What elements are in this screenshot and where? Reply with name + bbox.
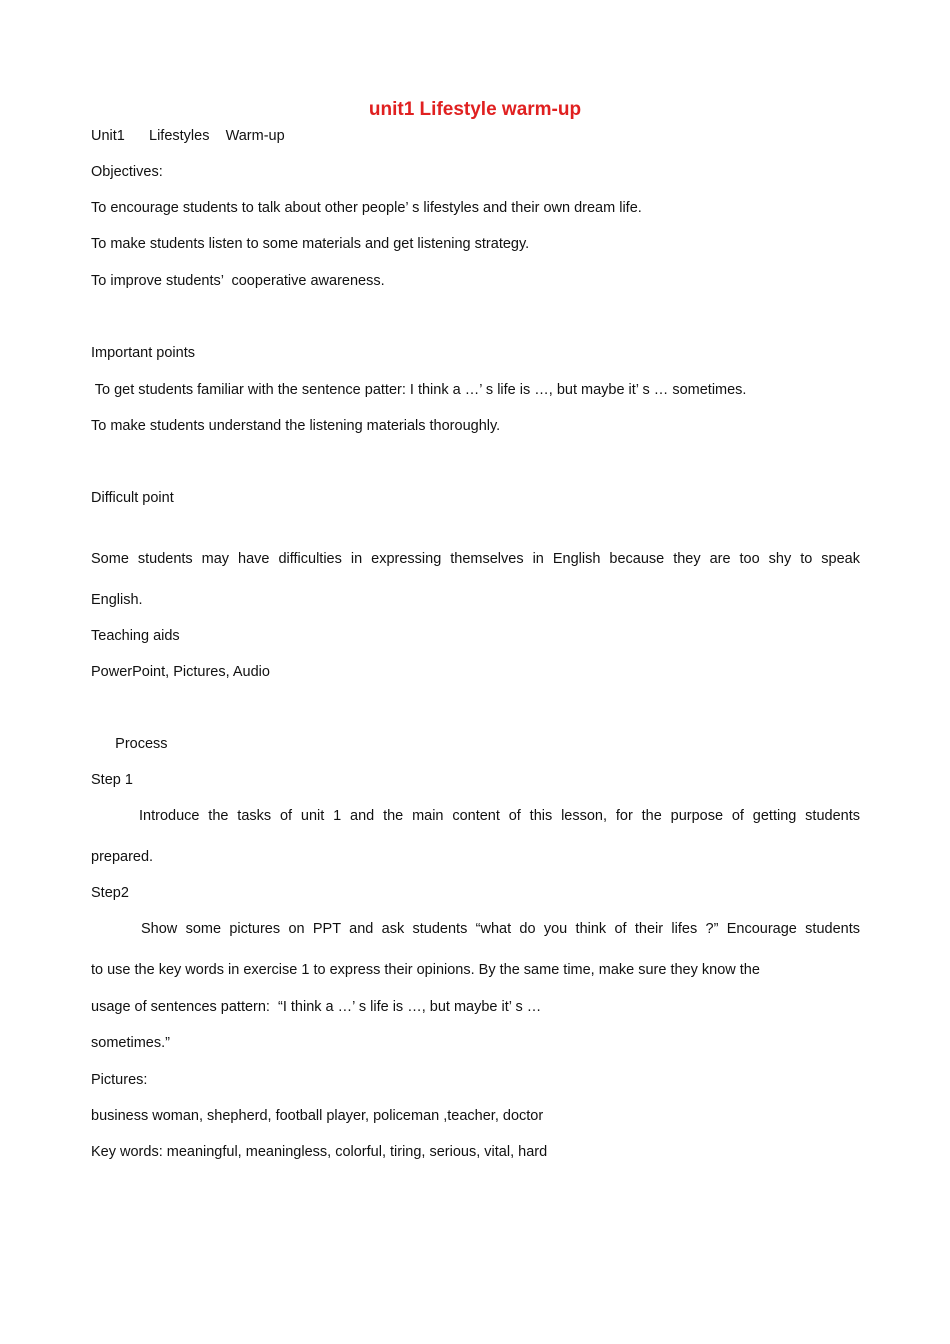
teaching-aids: PowerPoint, Pictures, Audio — [91, 664, 270, 680]
difficult-point-line-1: Some students may have difficulties in expressing themselves in English because they are too shy to speak — [91, 551, 860, 567]
step2-label: Step2 — [91, 885, 129, 901]
objective-2: To make students listen to some materials and get listening strategy. — [91, 236, 530, 252]
process-label: Process — [91, 736, 168, 752]
step2-line-2: to use the key words in exercise 1 to express their opinions. By the same time, make sure they know the — [91, 962, 760, 978]
important-points-label: Important points — [91, 345, 195, 361]
step1-line-2: prepared. — [91, 849, 154, 865]
step2-line-3: usage of sentences pattern: “I think a …’ s life is …, but maybe it’ s … — [91, 999, 542, 1015]
objectives-label: Objectives: — [91, 164, 163, 180]
pictures-list: business woman, shepherd, football player, policeman ,teacher, doctor — [91, 1108, 544, 1124]
step1-label: Step 1 — [91, 772, 133, 788]
step2-line-1: Show some pictures on PPT and ask students “what do you think of their lifes ?” Encourage students — [141, 921, 860, 937]
document-title: unit1 Lifestyle warm-up — [368, 99, 582, 120]
objective-1: To encourage students to talk about other people’ s lifestyles and their own dream life. — [91, 200, 642, 216]
important-point-1: To get students familiar with the sentence patter: I think a …’ s life is …, but maybe it’ s … sometimes. — [91, 382, 747, 398]
teaching-aids-label: Teaching aids — [91, 628, 180, 644]
step1-line-1: Introduce the tasks of unit 1 and the main content of this lesson, for the purpose of getting students — [139, 808, 860, 824]
important-point-2: To make students understand the listening materials thoroughly. — [91, 418, 501, 434]
step2-line-4: sometimes.” — [91, 1035, 170, 1051]
difficult-point-line-2: English. — [91, 592, 143, 608]
key-words: Key words: meaningful, meaningless, colorful, tiring, serious, vital, hard — [91, 1144, 548, 1160]
pictures-label: Pictures: — [91, 1072, 148, 1088]
unit-header: Unit1 Lifestyles Warm-up — [91, 128, 285, 144]
difficult-point-label: Difficult point — [91, 490, 174, 506]
objective-3: To improve students’ cooperative awareness. — [91, 273, 385, 289]
